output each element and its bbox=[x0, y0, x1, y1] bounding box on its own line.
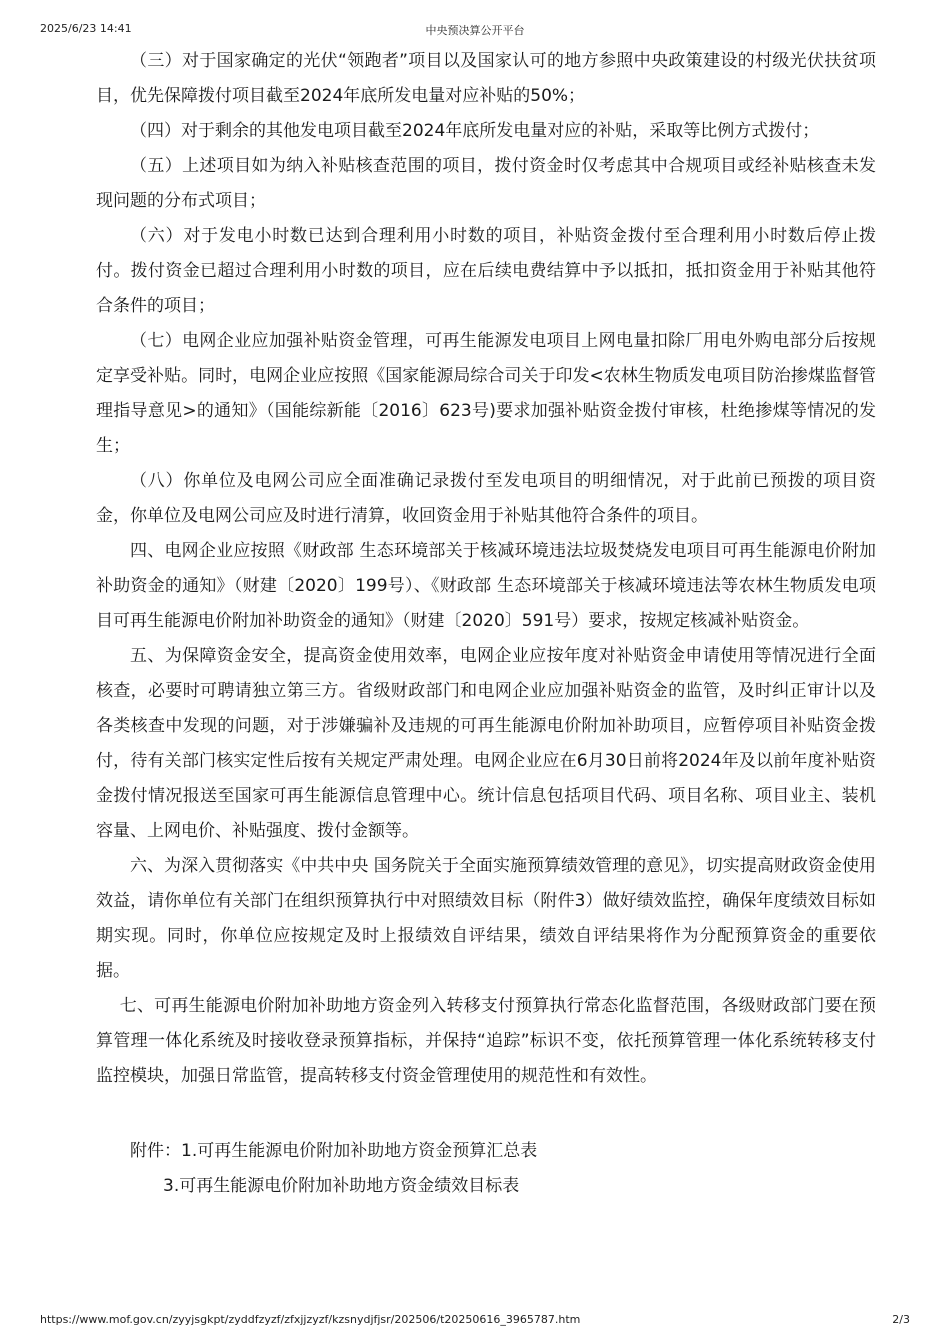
page-url: https://www.mof.gov.cn/zyyjsgkpt/zyddfzyzf/zfxjjzyzf/kzsnydjfjsr/202506/t20250616_3965787.htm bbox=[40, 1313, 581, 1326]
paragraph-section-5: 五、为保障资金安全，提高资金使用效率，电网企业应按年度对补贴资金申请使用等情况进行全面核查，必要时可聘请独立第三方。省级财政部门和电网企业应加强补贴资金的监管，及时纠正审计以及各类核查中发现的问题，对于涉嫌骗补及违规的可再生能源电价附加补助项目，应暂停项目补贴资金拨付，待有关部门核实定性后按有关规定严肃处理。电网企业应在6月30日前将2024年及以前年度补贴资金拨付情况报送至国家可再生能源信息管理中心。统计信息包括项目代码、项目名称、项目业主、装机容量、上网电价、补贴强度、拨付金额等。 bbox=[96, 646, 876, 841]
page-number: 2/3 bbox=[892, 1313, 910, 1326]
attachments-list bbox=[130, 1134, 537, 1204]
paragraph-item-3: （三）对于国家确定的光伏“领跑者”项目以及国家认可的地方参照中央政策建设的村级光伏扶贫项目，优先保障拨付项目截至2024年底所发电量对应补贴的50%； bbox=[96, 51, 876, 106]
document-body bbox=[96, 44, 876, 1094]
paragraph-item-6: （六）对于发电小时数已达到合理利用小时数的项目，补贴资金拨付至合理利用小时数后停止拨付。拨付资金已超过合理利用小时数的项目，应在后续电费结算中予以抵扣，抵扣资金用于补贴其他符合条件的项目； bbox=[96, 226, 876, 316]
attachment-3: 3.可再生能源电价附加补助地方资金绩效目标表 bbox=[163, 1176, 520, 1196]
paragraph-item-5: （五）上述项目如为纳入补贴核查范围的项目，拨付资金时仅考虑其中合规项目或经补贴核查未发现问题的分布式项目； bbox=[96, 156, 876, 211]
attachment-1: 附件：1.可再生能源电价附加补助地方资金预算汇总表 bbox=[130, 1141, 538, 1161]
paragraph-section-4: 四、电网企业应按照《财政部 生态环境部关于核减环境违法垃圾焚烧发电项目可再生能源电价附加补助资金的通知》（财建〔2020〕199号）、《财政部 生态环境部关于核减环境违法等农林生物质发电项目可再生能源电价附加补助资金的通知》（财建〔2020〕591号）要求，按规定核减补贴资金。 bbox=[96, 541, 876, 631]
paragraph-item-7: （七）电网企业应加强补贴资金管理，可再生能源发电项目上网电量扣除厂用电外购电部分后按规定享受补贴。同时，电网企业应按照《国家能源局综合司关于印发<农林生物质发电项目防治掺煤监督管理指导意见>的通知》（国能综新能〔2016〕623号)要求加强补贴资金拨付审核，杜绝掺煤等情况的发生； bbox=[96, 331, 876, 456]
paragraph-section-6: 六、为深入贯彻落实《中共中央 国务院关于全面实施预算绩效管理的意见》，切实提高财政资金使用效益，请你单位有关部门在组织预算执行中对照绩效目标（附件3）做好绩效监控，确保年度绩效目标如期实现。同时，你单位应按规定及时上报绩效自评结果，绩效自评结果将作为分配预算资金的重要依据。 bbox=[96, 856, 876, 981]
site-title: 中央预决算公开平台 bbox=[425, 24, 525, 37]
paragraph-item-8: （八）你单位及电网公司应全面准确记录拨付至发电项目的明细情况，对于此前已预拨的项目资金，你单位及电网公司应及时进行清算，收回资金用于补贴其他符合条件的项目。 bbox=[96, 471, 876, 526]
paragraph-section-7: 七、可再生能源电价附加补助地方资金列入转移支付预算执行常态化监督范围，各级财政部门要在预算管理一体化系统及时接收登录预算指标，并保持“追踪”标识不变，依托预算管理一体化系统转移支付监控模块，加强日常监管，提高转移支付资金管理使用的规范性和有效性。 bbox=[96, 996, 876, 1086]
print-datetime: 2025/6/23 14:41 bbox=[40, 22, 132, 35]
paragraph-item-4: （四）对于剩余的其他发电项目截至2024年底所发电量对应的补贴，采取等比例方式拨付； bbox=[130, 121, 820, 141]
